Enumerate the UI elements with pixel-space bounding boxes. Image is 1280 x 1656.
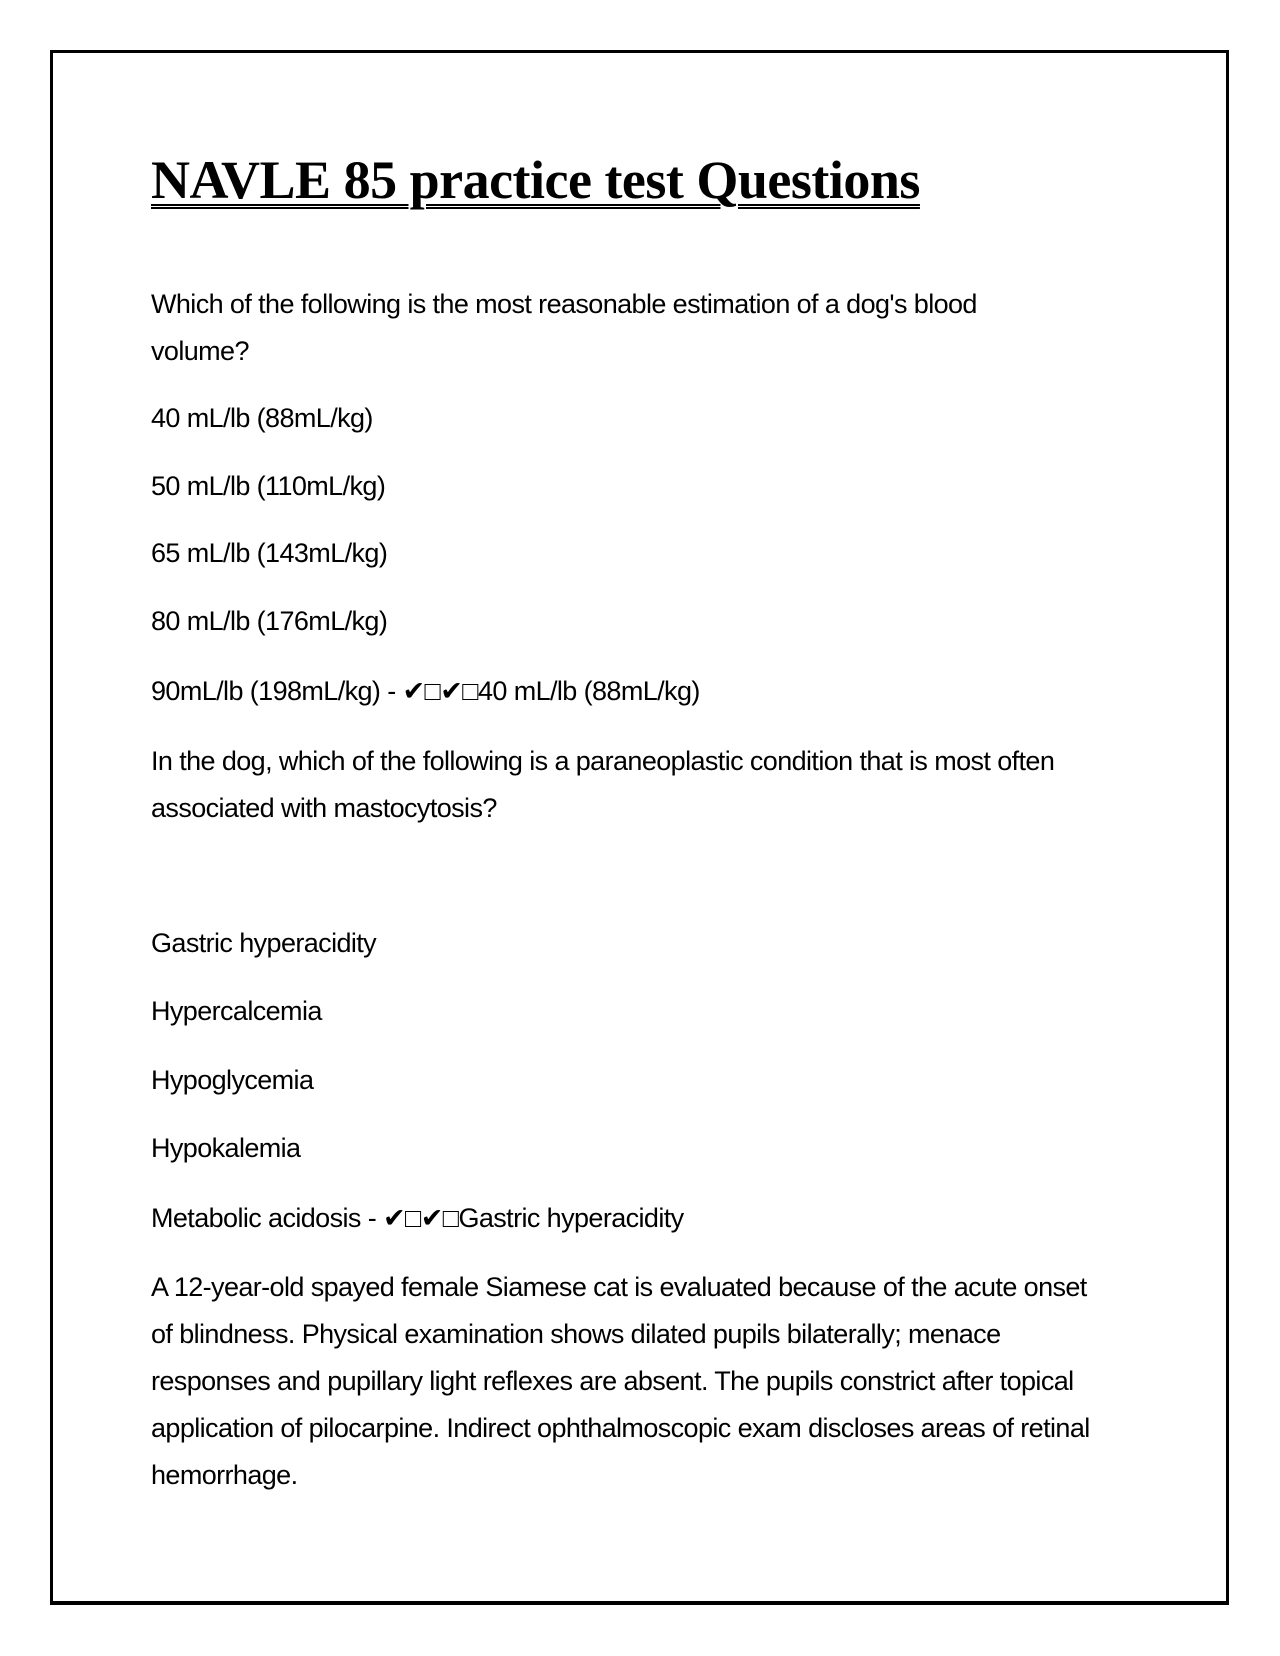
question-3-stem: A 12-year-old spayed female Siamese cat is evaluated because of the acute onset of blindness. Physical examination shows dilated pupils bilaterally; menace responses and pupillary light reflexes are absent. The pupils constrict after topical application of pilocarpine. Indirect ophthalmoscopic exam discloses areas of retinal hemorrhage. (151, 1272, 1090, 1490)
document-title: NAVLE 85 practice test Questions (151, 150, 920, 210)
question-2-option-c: Hypoglycemia (151, 1065, 314, 1095)
question-2-option-d: Hypokalemia (151, 1133, 301, 1163)
question-1-stem: Which of the following is the most reasonable estimation of a dog's blood volume? (151, 289, 977, 366)
question-1-option-a: 40 mL/lb (88mL/kg) (151, 403, 373, 433)
question-2-option-b: Hypercalcemia (151, 996, 322, 1026)
question-1-option-b: 50 mL/lb (110mL/kg) (151, 471, 386, 501)
question-1-option-c: 65 mL/lb (143mL/kg) (151, 538, 388, 568)
question-1-option-d: 80 mL/lb (176mL/kg) (151, 606, 388, 636)
question-2-option-a: Gastric hyperacidity (151, 928, 377, 958)
question-2-option-e-answer: Metabolic acidosis - ✔□✔□Gastric hyperacidity (151, 1203, 684, 1233)
question-2-stem: In the dog, which of the following is a paraneoplastic condition that is most often associated with mastocytosis? (151, 746, 1055, 823)
question-1-option-e-answer: 90mL/lb (198mL/kg) - ✔□✔□40 mL/lb (88mL/kg) (151, 676, 700, 706)
